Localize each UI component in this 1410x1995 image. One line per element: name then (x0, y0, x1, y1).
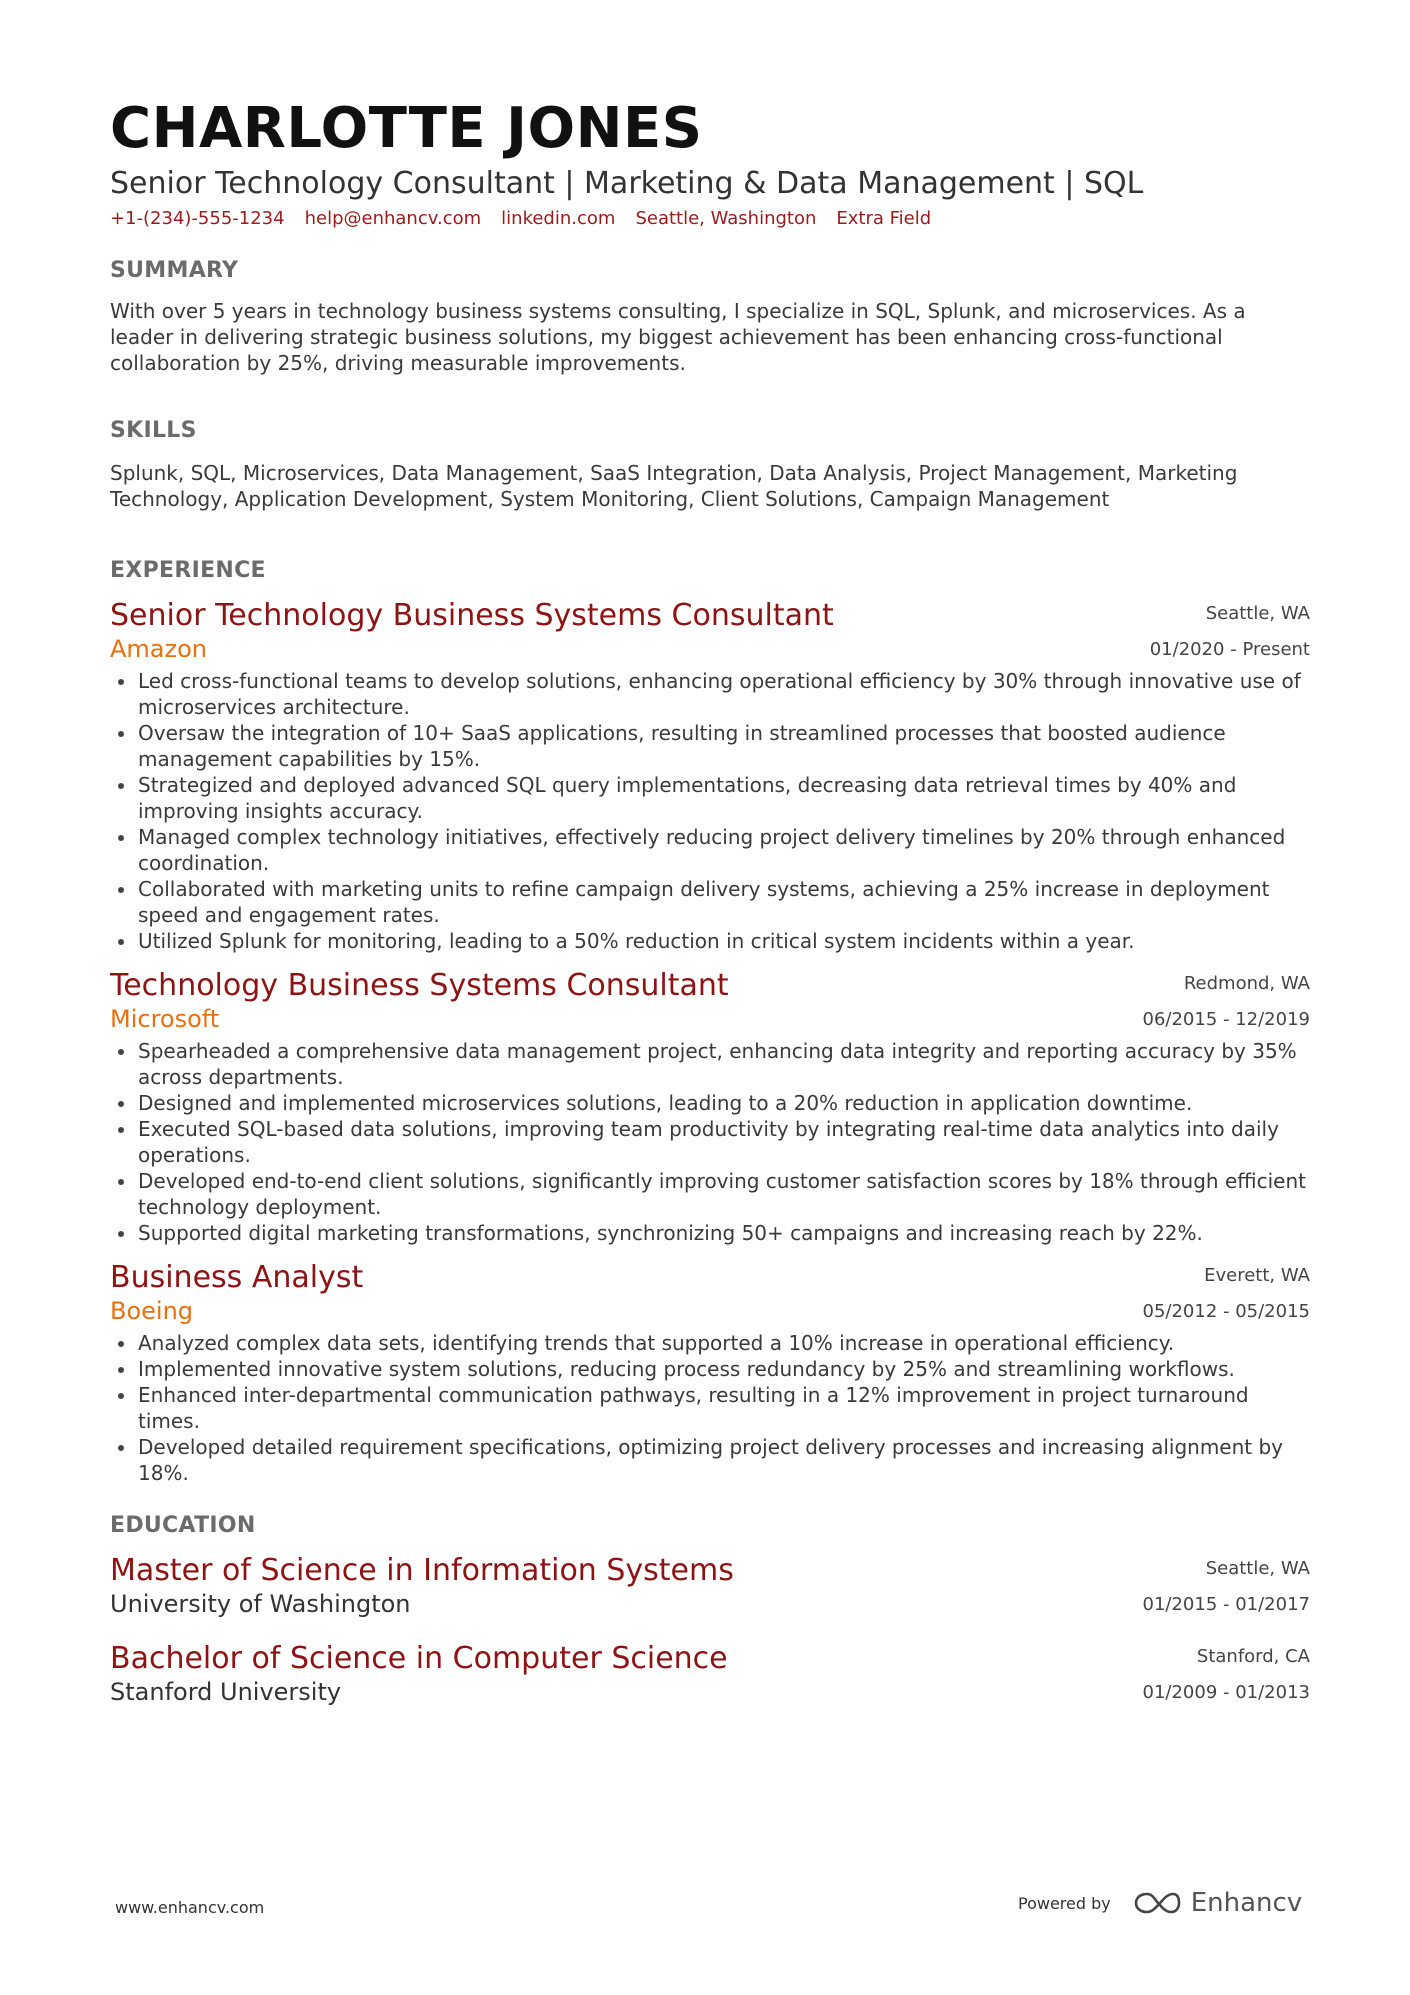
contact-list (110, 204, 1310, 234)
footer-branding (1018, 1888, 1302, 1918)
school-name: University of Washington (110, 1590, 411, 1618)
degree-title: Master of Science in Information Systems (110, 1553, 734, 1588)
candidate-name: CHARLOTTE JONES (110, 96, 703, 161)
company-name: Microsoft (110, 1005, 220, 1033)
brand-name: Enhancv (1190, 1888, 1303, 1918)
section-title: SKILLS (110, 418, 197, 443)
summary-text: With over 5 years in technology business systems consulting, I specialize in SQL, Splunk, and microservices. As a leader in delivering strategic business solutions, my biggest achievement has been enhancing cross-functional collaboration by 25%, driving measurable improvements. (110, 299, 1246, 375)
bullet-item: Collaborated with marketing units to refine campaign delivery systems, achieving a 25% increase in deployment speed and engagement rates. (110, 876, 1310, 928)
footer-website[interactable]: www.enhancv.com (115, 1898, 265, 1917)
summary-section (110, 256, 1310, 376)
resume-header (110, 96, 1310, 234)
bullet-item: Developed detailed requirement specifications, optimizing project delivery processes and increasing alignment by 18%. (110, 1434, 1310, 1486)
experience-entry (110, 598, 1310, 954)
resume-page (110, 96, 1310, 1706)
bullet-item: Supported digital marketing transformations, synchronizing 50+ campaigns and increasing reach by 22%. (110, 1220, 1310, 1246)
headline: Senior Technology Consultant | Marketing & Data Management | SQL (110, 166, 1144, 201)
section-title: EXPERIENCE (110, 558, 266, 583)
job-location: Everett, WA (1204, 1265, 1310, 1286)
job-bullets (110, 1330, 1310, 1486)
bullet-item: Developed end-to-end client solutions, significantly improving customer satisfaction scores by 18% through efficient technology deployment. (110, 1168, 1310, 1220)
experience-entry (110, 1260, 1310, 1486)
degree-title: Bachelor of Science in Computer Science (110, 1641, 728, 1676)
bullet-item: Spearheaded a comprehensive data management project, enhancing data integrity and reporting accuracy by 35% across departments. (110, 1038, 1310, 1090)
job-title: Technology Business Systems Consultant (110, 968, 729, 1003)
education-entry (110, 1641, 1310, 1707)
contact-linkedin[interactable]: linkedin.com (501, 208, 616, 229)
brand-logo[interactable] (1133, 1888, 1302, 1918)
experience-section (110, 556, 1310, 1486)
education-location: Seattle, WA (1205, 1558, 1310, 1579)
section-title: SUMMARY (110, 258, 239, 283)
job-bullets (110, 668, 1310, 954)
job-dates: 06/2015 - 12/2019 (1142, 1009, 1310, 1030)
job-title: Senior Technology Business Systems Consultant (110, 598, 834, 633)
education-location: Stanford, CA (1196, 1646, 1310, 1667)
job-location: Seattle, WA (1205, 603, 1310, 624)
experience-entry (110, 968, 1310, 1246)
section-title: EDUCATION (110, 1513, 256, 1538)
company-name: Boeing (110, 1297, 194, 1325)
bullet-item: Enhanced inter-departmental communication pathways, resulting in a 12% improvement in project turnaround times. (110, 1382, 1310, 1434)
education-section (110, 1511, 1310, 1707)
company-name: Amazon (110, 635, 207, 663)
bullet-item: Analyzed complex data sets, identifying trends that supported a 10% increase in operational efficiency. (110, 1330, 1310, 1356)
bullet-item: Implemented innovative system solutions, reducing process redundancy by 25% and streamlining workflows. (110, 1356, 1310, 1382)
job-title: Business Analyst (110, 1260, 364, 1295)
contact-location: Seattle, Washington (635, 208, 817, 229)
education-dates: 01/2009 - 01/2013 (1142, 1682, 1310, 1703)
education-dates: 01/2015 - 01/2017 (1142, 1594, 1310, 1615)
contact-extra-field: Extra Field (836, 208, 932, 229)
contact-email[interactable]: help@enhancv.com (304, 208, 482, 229)
skills-text: Splunk, SQL, Microservices, Data Management, SaaS Integration, Data Analysis, Project Management, Marketing Technology, Application Development, System Monitoring, Client Solutions, Campaign Management (110, 461, 1238, 511)
bullet-item: Utilized Splunk for monitoring, leading to a 50% reduction in critical system incidents within a year. (110, 928, 1310, 954)
job-bullets (110, 1038, 1310, 1246)
education-entry (110, 1553, 1310, 1619)
school-name: Stanford University (110, 1678, 342, 1706)
bullet-item: Designed and implemented microservices solutions, leading to a 20% reduction in application downtime. (110, 1090, 1310, 1116)
job-dates: 05/2012 - 05/2015 (1142, 1301, 1310, 1322)
job-location: Redmond, WA (1183, 973, 1310, 994)
job-dates: 01/2020 - Present (1149, 639, 1310, 660)
contact-phone[interactable]: +1-(234)-555-1234 (110, 208, 285, 229)
powered-by-label: Powered by (1018, 1893, 1111, 1913)
skills-section (110, 416, 1310, 512)
infinity-logo-icon (1133, 1890, 1181, 1916)
bullet-item: Strategized and deployed advanced SQL query implementations, decreasing data retrieval times by 40% and improving insights accuracy. (110, 772, 1310, 824)
bullet-item: Managed complex technology initiatives, effectively reducing project delivery timelines by 20% through enhanced coordination. (110, 824, 1310, 876)
bullet-item: Led cross-functional teams to develop solutions, enhancing operational efficiency by 30% through innovative use of microservices architecture. (110, 668, 1310, 720)
bullet-item: Oversaw the integration of 10+ SaaS applications, resulting in streamlined processes that boosted audience management capabilities by 15%. (110, 720, 1310, 772)
bullet-item: Executed SQL-based data solutions, improving team productivity by integrating real-time data analytics into daily operations. (110, 1116, 1310, 1168)
